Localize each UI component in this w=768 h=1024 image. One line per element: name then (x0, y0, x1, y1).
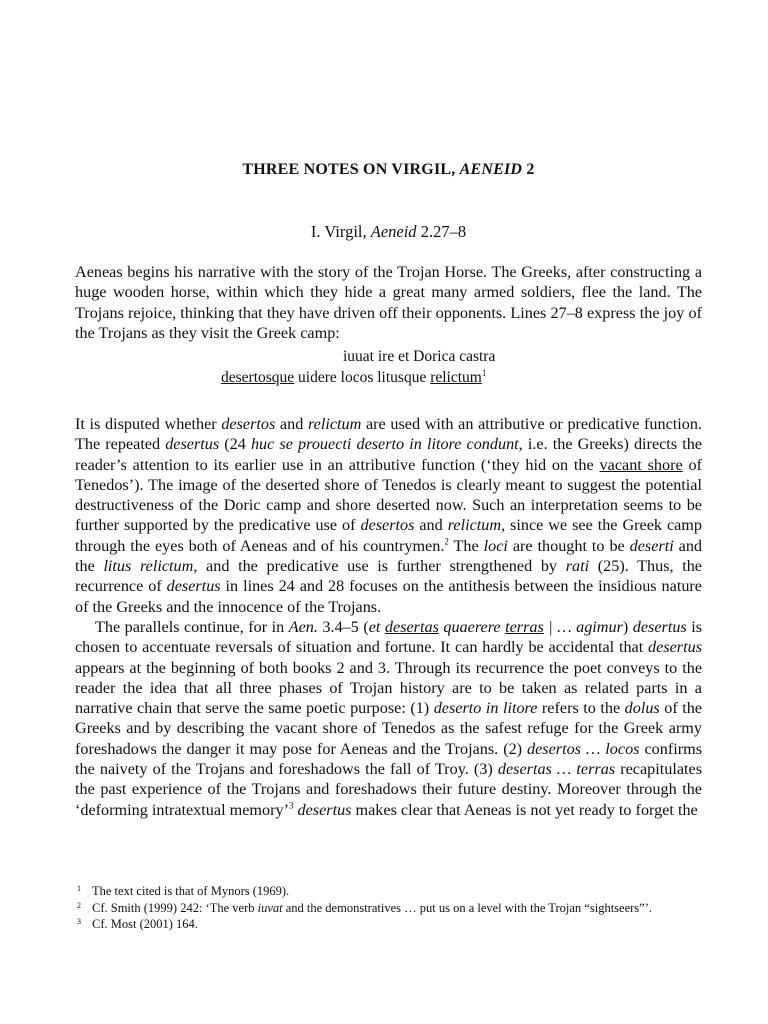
footnote-ref-2: 2 (444, 536, 449, 547)
footnote-2: 2 Cf. Smith (1999) 242: ‘The verb iuvat and the demonstratives … put us on a level with the Trojan “sightseers”’. (77, 900, 652, 915)
footnote-3: 3 Cf. Most (2001) 164. (77, 917, 198, 931)
section-heading: I. Virgil, Aeneid 2.27–8 (310, 222, 467, 241)
paragraph-1: Aeneas begins his narrative with the story of the Trojan Horse. The Greeks, after constructing a huge wooden horse, within which they hide a great many armed soldiers, flee the land. The Trojans rejoice, thinking that they have driven off their opponents. Lines 27–8 express the joy of the Trojans as they visit the Greek camp: (75, 263, 702, 342)
paragraph-2: It is disputed whether desertos and relictum are used with an attributive or predicative function. The repeated desertus (24 huc se prouecti deserto in litore condunt, i.e. the Greeks) directs the reader’s attention to its earlier use in an attributive function (‘they hid on the vacant shore of Tenedos’). The image of the deserted shore of Tenedos is clearly meant to suggest the potential destructiveness of the Doric camp and shore deserted now. Such an interpretation seems to be further supported by the predicative use of desertos and relictum, since we see the Greek camp through the eyes both of Aeneas and of his countrymen.$^2$ The loci are thought to be deserti and the litus relictum, and the predicative use is further strengthened by rati (25). Thus, the recurrence of desertus in lines 24 and 28 focuses on the antithesis between the insidious nature of the Greeks and the innocence of the Trojans. (75, 415, 703, 616)
verse-line-2: desertosque uidere locos litusque relictum$^1$ (221, 367, 487, 386)
footnote-1: 1 The text cited is that of Mynors (1969). (77, 884, 290, 898)
footnotes (75, 883, 702, 933)
verse-line-1: iuuat ire et Dorica castra (343, 348, 496, 365)
article-title: THREE NOTES ON VIRGIL, AENEID 2 (242, 161, 535, 178)
footnote-ref-3: 3 (288, 800, 294, 811)
footnote-ref-1: 1 (481, 367, 487, 378)
paragraph-body (75, 414, 702, 820)
paragraph-3: The parallels continue, for in Aen. 3.4–5 (et desertas quaerere terras | … agimur) desertus is chosen to accentuate reversals of situation and fortune. It can hardly be accidental that desertus appears at the beginning of both books 2 and 3. Through its recurrence the poet conveys to the reader the idea that all three phases of Trojan history are to be taken as related parts in a narrative chain that serve the same poetic purpose: (1) deserto in litore refers to the dolus of the Greeks and by describing the vacant shore of Tenedos as the safest refuge for the Greek army foreshadows the danger it may pose for Aeneas and the Trojans. (2) desertos … locos confirms the naivety of the Trojans and foreshadows the fall of Troy. (3) desertas … terras recapitulates the past experience of the Trojans and foreshadows their future destiny. Moreover through the ‘deforming intratextual memory’$^3$ desertus makes clear that Aeneas is not yet ready to forget the (75, 617, 703, 819)
